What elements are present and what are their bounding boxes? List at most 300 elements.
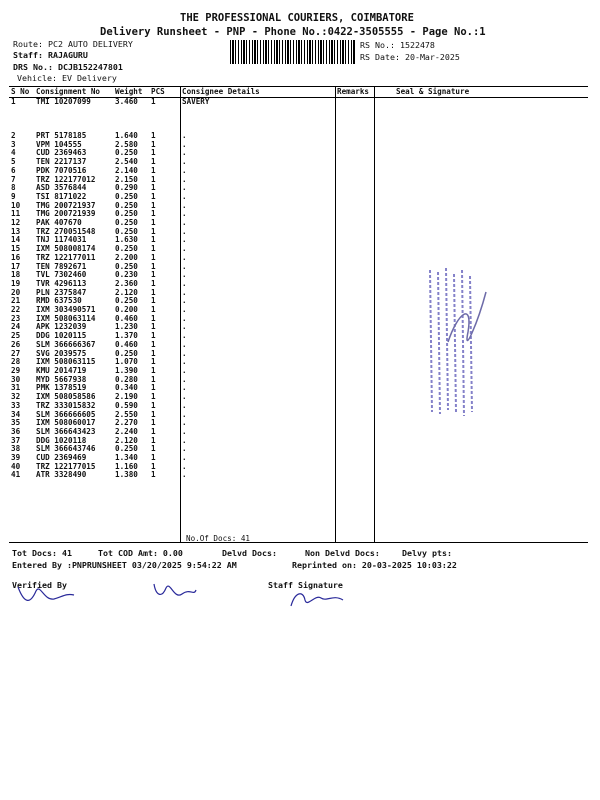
table-row xyxy=(9,167,588,176)
table-row xyxy=(9,445,588,454)
table-row xyxy=(9,98,588,107)
signature-cell xyxy=(374,167,588,176)
serial-cell: 2 xyxy=(11,131,16,140)
table-row xyxy=(9,393,588,402)
serial-cell: 39 xyxy=(11,453,21,463)
pcs-cell: 1 xyxy=(151,313,156,323)
remarks-cell xyxy=(335,315,374,324)
weight-cell: 0.250 xyxy=(115,218,138,228)
col-header: S No xyxy=(9,86,34,98)
serial-cell: 30 xyxy=(11,374,21,384)
serial-cell: 35 xyxy=(11,418,21,428)
consignee-cell: . xyxy=(182,383,187,393)
remarks-cell xyxy=(335,254,374,263)
remarks-cell xyxy=(335,297,374,306)
weight-cell: 1.640 xyxy=(115,131,138,140)
remarks-cell xyxy=(335,384,374,393)
remarks-cell xyxy=(335,98,374,107)
consignment-cell: IXM 508008174 xyxy=(36,244,96,254)
serial-cell: 13 xyxy=(11,226,21,236)
consignment-cell: TRZ 122177011 xyxy=(36,252,96,262)
remarks-cell xyxy=(335,411,374,420)
table-row xyxy=(9,402,588,411)
remarks-cell xyxy=(335,402,374,411)
table-row xyxy=(9,149,588,158)
remarks-cell xyxy=(335,428,374,437)
consignee-cell: SAVERY xyxy=(182,97,210,106)
consignment-cell: SLM 366666605 xyxy=(36,409,96,419)
remarks-cell xyxy=(335,184,374,193)
remarks-cell xyxy=(335,358,374,367)
remarks-cell xyxy=(335,367,374,376)
weight-cell: 0.290 xyxy=(115,183,138,193)
pcs-cell: 1 xyxy=(151,322,156,332)
consignee-cell: . xyxy=(182,365,187,375)
table-row xyxy=(9,228,588,237)
signature-cell xyxy=(374,184,588,193)
consignment-cell: SVG 2039575 xyxy=(36,348,87,358)
consignment-cell: DDG 1020115 xyxy=(36,331,87,341)
weight-cell: 2.200 xyxy=(115,252,138,262)
consignee-cell: . xyxy=(182,461,187,471)
remarks-cell xyxy=(335,176,374,185)
weight-cell: 1.160 xyxy=(115,461,138,471)
remarks-cell xyxy=(335,219,374,228)
pcs-cell: 1 xyxy=(151,348,156,358)
weight-cell: 0.250 xyxy=(115,191,138,201)
table-row xyxy=(9,202,588,211)
serial-cell: 8 xyxy=(11,183,16,193)
signature-cell xyxy=(374,193,588,202)
pcs-cell: 1 xyxy=(151,165,156,175)
consignment-cell: CUD 2369469 xyxy=(36,453,87,463)
vehicle-label: Vehicle: EV Delivery xyxy=(17,73,117,83)
pcs-cell: 1 xyxy=(151,435,156,445)
pcs-cell: 1 xyxy=(151,200,156,210)
consignment-cell: IXM 303490571 xyxy=(36,305,96,315)
company-name: THE PROFESSIONAL COURIERS, COIMBATORE xyxy=(180,12,414,24)
consignee-cell: . xyxy=(182,183,187,193)
consignment-cell: TEN 2217137 xyxy=(36,157,87,167)
table-row xyxy=(9,263,588,272)
consignment-cell: PMK 1378519 xyxy=(36,383,87,393)
consignee-cell: . xyxy=(182,200,187,210)
total-docs: Tot Docs: 41 xyxy=(12,548,72,558)
serial-cell: 25 xyxy=(11,331,21,341)
signature-cell xyxy=(374,245,588,254)
remarks-cell xyxy=(335,419,374,428)
total-cod: Tot COD Amt: 0.00 xyxy=(98,548,183,558)
remarks-cell xyxy=(335,341,374,350)
weight-cell: 2.270 xyxy=(115,418,138,428)
consignment-cell: TVL 7302460 xyxy=(36,270,87,280)
col-header: Remarks xyxy=(335,86,374,98)
consignment-cell: TVR 4296113 xyxy=(36,278,87,288)
pcs-cell: 1 xyxy=(151,270,156,280)
signature-cell xyxy=(374,98,588,107)
weight-cell: 2.120 xyxy=(115,287,138,297)
table-row xyxy=(9,367,588,376)
consignment-cell: TEN 7892671 xyxy=(36,261,87,271)
pcs-cell: 1 xyxy=(151,331,156,341)
pcs-cell: 1 xyxy=(151,148,156,158)
table-row xyxy=(9,236,588,245)
col-header: PCS xyxy=(149,86,180,98)
weight-cell: 0.460 xyxy=(115,313,138,323)
serial-cell: 28 xyxy=(11,357,21,367)
signature-cell xyxy=(374,107,588,141)
remarks-cell xyxy=(335,437,374,446)
col-header: Consignment No xyxy=(34,86,113,98)
pcs-cell: 1 xyxy=(151,191,156,201)
table-row xyxy=(9,471,588,480)
table-row xyxy=(9,428,588,437)
serial-cell: 33 xyxy=(11,400,21,410)
delivered-docs: Delvd Docs: xyxy=(222,548,277,558)
weight-cell: 2.120 xyxy=(115,435,138,445)
serial-cell: 16 xyxy=(11,252,21,262)
weight-cell: 2.150 xyxy=(115,174,138,184)
remarks-cell xyxy=(335,454,374,463)
consignee-cell: . xyxy=(182,453,187,463)
consignee-cell: . xyxy=(182,278,187,288)
serial-cell: 7 xyxy=(11,174,16,184)
weight-cell: 2.360 xyxy=(115,278,138,288)
pcs-cell: 1 xyxy=(151,418,156,428)
table-row xyxy=(9,411,588,420)
pcs-cell: 1 xyxy=(151,409,156,419)
pcs-cell: 1 xyxy=(151,226,156,236)
remarks-cell xyxy=(335,463,374,472)
weight-cell: 0.340 xyxy=(115,383,138,393)
serial-cell: 12 xyxy=(11,218,21,228)
consignment-cell: PLN 2375847 xyxy=(36,287,87,297)
consignee-cell: . xyxy=(182,235,187,245)
remarks-cell xyxy=(335,376,374,385)
weight-cell: 3.460 xyxy=(115,97,138,106)
remarks-cell xyxy=(335,306,374,315)
table-row xyxy=(9,158,588,167)
signature-cell xyxy=(374,437,588,446)
serial-cell: 14 xyxy=(11,235,21,245)
weight-cell: 2.540 xyxy=(115,157,138,167)
weight-cell: 0.590 xyxy=(115,400,138,410)
pcs-cell: 1 xyxy=(151,305,156,315)
remarks-cell xyxy=(335,280,374,289)
table-row xyxy=(9,210,588,219)
weight-cell: 1.230 xyxy=(115,322,138,332)
serial-cell: 32 xyxy=(11,392,21,402)
consignment-cell: TMI 10207099 xyxy=(36,97,91,106)
consignee-cell: . xyxy=(182,287,187,297)
serial-cell: 5 xyxy=(11,157,16,167)
table-row xyxy=(9,107,588,141)
table-row xyxy=(9,289,588,298)
weight-cell: 2.190 xyxy=(115,392,138,402)
pcs-cell: 1 xyxy=(151,261,156,271)
consignment-cell: CUD 2369463 xyxy=(36,148,87,158)
consignee-cell: . xyxy=(182,244,187,254)
signature-cell xyxy=(374,445,588,454)
signature-cell xyxy=(374,228,588,237)
consignment-cell: TRZ 270051548 xyxy=(36,226,96,236)
consignment-cell: IXM 508058586 xyxy=(36,392,96,402)
route-label: Route: PC2 AUTO DELIVERY xyxy=(13,39,133,49)
pcs-cell: 1 xyxy=(151,444,156,454)
serial-cell: 15 xyxy=(11,244,21,254)
reprinted-on: Reprinted on: 20-03-2025 10:03:22 xyxy=(292,560,457,570)
remarks-cell xyxy=(335,149,374,158)
weight-cell: 1.340 xyxy=(115,453,138,463)
serial-cell: 18 xyxy=(11,270,21,280)
col-header: Consignee Details xyxy=(180,86,335,98)
serial-cell: 37 xyxy=(11,435,21,445)
pcs-cell: 1 xyxy=(151,339,156,349)
signature-cell xyxy=(374,236,588,245)
col-header: Weight xyxy=(113,86,149,98)
signature-cell xyxy=(374,141,588,150)
runsheet-title: Delivery Runsheet - PNP - Phone No.:0422-3505555 - Page No.:1 xyxy=(100,26,486,38)
serial-cell: 17 xyxy=(11,261,21,271)
consignee-cell: . xyxy=(182,139,187,149)
table-row xyxy=(9,376,588,385)
pcs-cell: 1 xyxy=(151,392,156,402)
table-row xyxy=(9,358,588,367)
consignee-cell: . xyxy=(182,392,187,402)
remarks-cell xyxy=(335,141,374,150)
serial-cell: 10 xyxy=(11,200,21,210)
table-row xyxy=(9,419,588,428)
consignee-cell: . xyxy=(182,226,187,236)
consignment-cell: IXM 508063114 xyxy=(36,313,96,323)
pcs-cell: 1 xyxy=(151,287,156,297)
serial-cell: 9 xyxy=(11,191,16,201)
consignment-cell: VPM 104555 xyxy=(36,139,82,149)
weight-cell: 2.240 xyxy=(115,426,138,436)
consignment-cell: MYD 5667938 xyxy=(36,374,87,384)
table-row xyxy=(9,245,588,254)
consignment-cell: PDK 7070516 xyxy=(36,165,87,175)
remarks-cell xyxy=(335,445,374,454)
pcs-cell: 1 xyxy=(151,400,156,410)
consignment-cell: KMU 2014719 xyxy=(36,365,87,375)
signature-cell xyxy=(374,202,588,211)
consignment-cell: IXM 508060017 xyxy=(36,418,96,428)
serial-cell: 20 xyxy=(11,287,21,297)
weight-cell: 1.070 xyxy=(115,357,138,367)
table-row xyxy=(9,437,588,446)
consignment-cell: TMG 200721939 xyxy=(36,209,96,219)
remarks-cell xyxy=(335,245,374,254)
serial-cell: 11 xyxy=(11,209,21,219)
consignment-cell: TRZ 333015832 xyxy=(36,400,96,410)
consignee-cell: . xyxy=(182,409,187,419)
consignee-cell: . xyxy=(182,400,187,410)
serial-cell: 34 xyxy=(11,409,21,419)
staff-label: Staff: RAJAGURU xyxy=(13,50,88,60)
consignment-cell: DDG 1020118 xyxy=(36,435,87,445)
pcs-cell: 1 xyxy=(151,131,156,140)
consignment-cell: TRZ 122177012 xyxy=(36,174,96,184)
weight-cell: 1.380 xyxy=(115,470,138,480)
weight-cell: 0.230 xyxy=(115,270,138,280)
remarks-cell xyxy=(335,271,374,280)
consignee-cell: . xyxy=(182,131,187,140)
courier-stamp-icon xyxy=(418,262,488,422)
table-row xyxy=(9,184,588,193)
pcs-cell: 1 xyxy=(151,365,156,375)
pcs-cell: 1 xyxy=(151,461,156,471)
table-row xyxy=(9,463,588,472)
weight-cell: 0.250 xyxy=(115,296,138,306)
signature-cell xyxy=(374,471,588,480)
remarks-cell xyxy=(335,193,374,202)
pcs-cell: 1 xyxy=(151,453,156,463)
table-row xyxy=(9,350,588,359)
signature-cell xyxy=(374,454,588,463)
remarks-cell xyxy=(335,393,374,402)
weight-cell: 2.140 xyxy=(115,165,138,175)
pcs-cell: 1 xyxy=(151,374,156,384)
weight-cell: 0.250 xyxy=(115,209,138,219)
serial-cell: 24 xyxy=(11,322,21,332)
weight-cell: 1.370 xyxy=(115,331,138,341)
consignee-cell: . xyxy=(182,296,187,306)
table-row xyxy=(9,341,588,350)
table-bottom-border xyxy=(9,542,588,543)
barcode xyxy=(230,40,355,64)
consignee-cell: . xyxy=(182,322,187,332)
remarks-cell xyxy=(335,202,374,211)
pcs-cell: 1 xyxy=(151,183,156,193)
pcs-cell: 1 xyxy=(151,244,156,254)
weight-cell: 0.250 xyxy=(115,261,138,271)
consignee-cell: . xyxy=(182,357,187,367)
consignee-cell: . xyxy=(182,305,187,315)
remarks-cell xyxy=(335,332,374,341)
table-row xyxy=(9,384,588,393)
consignment-cell: APK 1232039 xyxy=(36,322,87,332)
pcs-cell: 1 xyxy=(151,278,156,288)
consignee-cell: . xyxy=(182,339,187,349)
signature-cell xyxy=(374,428,588,437)
delivery-points: Delvy pts: xyxy=(402,548,452,558)
consignee-cell: . xyxy=(182,261,187,271)
pcs-cell: 1 xyxy=(151,470,156,480)
consignee-cell: . xyxy=(182,348,187,358)
serial-cell: 38 xyxy=(11,444,21,454)
serial-cell: 19 xyxy=(11,278,21,288)
pcs-cell: 1 xyxy=(151,97,156,106)
remarks-cell xyxy=(335,263,374,272)
weight-cell: 0.250 xyxy=(115,348,138,358)
weight-cell: 0.250 xyxy=(115,148,138,158)
table-header-row xyxy=(9,86,588,98)
consignee-cell: . xyxy=(182,426,187,436)
serial-cell: 22 xyxy=(11,305,21,315)
weight-cell: 1.390 xyxy=(115,365,138,375)
table-row xyxy=(9,219,588,228)
consignment-cell: IXM 508063115 xyxy=(36,357,96,367)
signature-cell xyxy=(374,176,588,185)
rs-date: RS Date: 20-Mar-2025 xyxy=(360,52,460,62)
serial-cell: 36 xyxy=(11,426,21,436)
remarks-cell xyxy=(335,167,374,176)
remarks-cell xyxy=(335,107,374,141)
signature-cell xyxy=(374,149,588,158)
consignee-cell: . xyxy=(182,418,187,428)
serial-cell: 1 xyxy=(11,97,16,106)
consignment-cell: TNJ 1174031 xyxy=(36,235,87,245)
consignee-cell: . xyxy=(182,331,187,341)
consignment-cell: SLM 366666367 xyxy=(36,339,96,349)
remarks-cell xyxy=(335,228,374,237)
weight-cell: 0.280 xyxy=(115,374,138,384)
serial-cell: 41 xyxy=(11,470,21,480)
table-row xyxy=(9,176,588,185)
consignee-cell: . xyxy=(182,374,187,384)
table-row xyxy=(9,306,588,315)
consignee-cell: . xyxy=(182,209,187,219)
table-row xyxy=(9,297,588,306)
table-row xyxy=(9,315,588,324)
remarks-cell xyxy=(335,158,374,167)
runsheet-table xyxy=(9,86,588,480)
table-row xyxy=(9,323,588,332)
pcs-cell: 1 xyxy=(151,252,156,262)
pcs-cell: 1 xyxy=(151,218,156,228)
signature-cell xyxy=(374,219,588,228)
consignee-cell: . xyxy=(182,218,187,228)
serial-cell: 31 xyxy=(11,383,21,393)
remarks-cell xyxy=(335,236,374,245)
drs-number: DRS No.: DCJB152247801 xyxy=(13,62,123,72)
non-delivered-docs: Non Delvd Docs: xyxy=(305,548,380,558)
consignment-cell: SLM 366643746 xyxy=(36,444,96,454)
entered-by: Entered By :PNPRUNSHEET 03/20/2025 9:54:22 AM xyxy=(12,560,237,570)
pcs-cell: 1 xyxy=(151,357,156,367)
staff-signature-icon xyxy=(285,588,347,610)
serial-cell: 27 xyxy=(11,348,21,358)
pcs-cell: 1 xyxy=(151,235,156,245)
consignee-cell: . xyxy=(182,444,187,454)
consignment-cell: TMG 200721937 xyxy=(36,200,96,210)
consignment-cell: TRZ 122177015 xyxy=(36,461,96,471)
signature-cell xyxy=(374,463,588,472)
consignee-cell: . xyxy=(182,270,187,280)
table-row xyxy=(9,193,588,202)
consignee-cell: . xyxy=(182,313,187,323)
weight-cell: 0.250 xyxy=(115,226,138,236)
serial-cell: 4 xyxy=(11,148,16,158)
pcs-cell: 1 xyxy=(151,426,156,436)
table-row xyxy=(9,332,588,341)
serial-cell: 21 xyxy=(11,296,21,306)
consignee-cell: . xyxy=(182,470,187,480)
consignee-cell: . xyxy=(182,157,187,167)
pcs-cell: 1 xyxy=(151,296,156,306)
serial-cell: 40 xyxy=(11,461,21,471)
consignment-cell: RMD 637530 xyxy=(36,296,82,306)
pcs-cell: 1 xyxy=(151,157,156,167)
consignee-cell: . xyxy=(182,165,187,175)
table-row xyxy=(9,454,588,463)
pcs-cell: 1 xyxy=(151,383,156,393)
consignee-cell: . xyxy=(182,435,187,445)
remarks-cell xyxy=(335,210,374,219)
serial-cell: 29 xyxy=(11,365,21,375)
signature-cell xyxy=(374,210,588,219)
